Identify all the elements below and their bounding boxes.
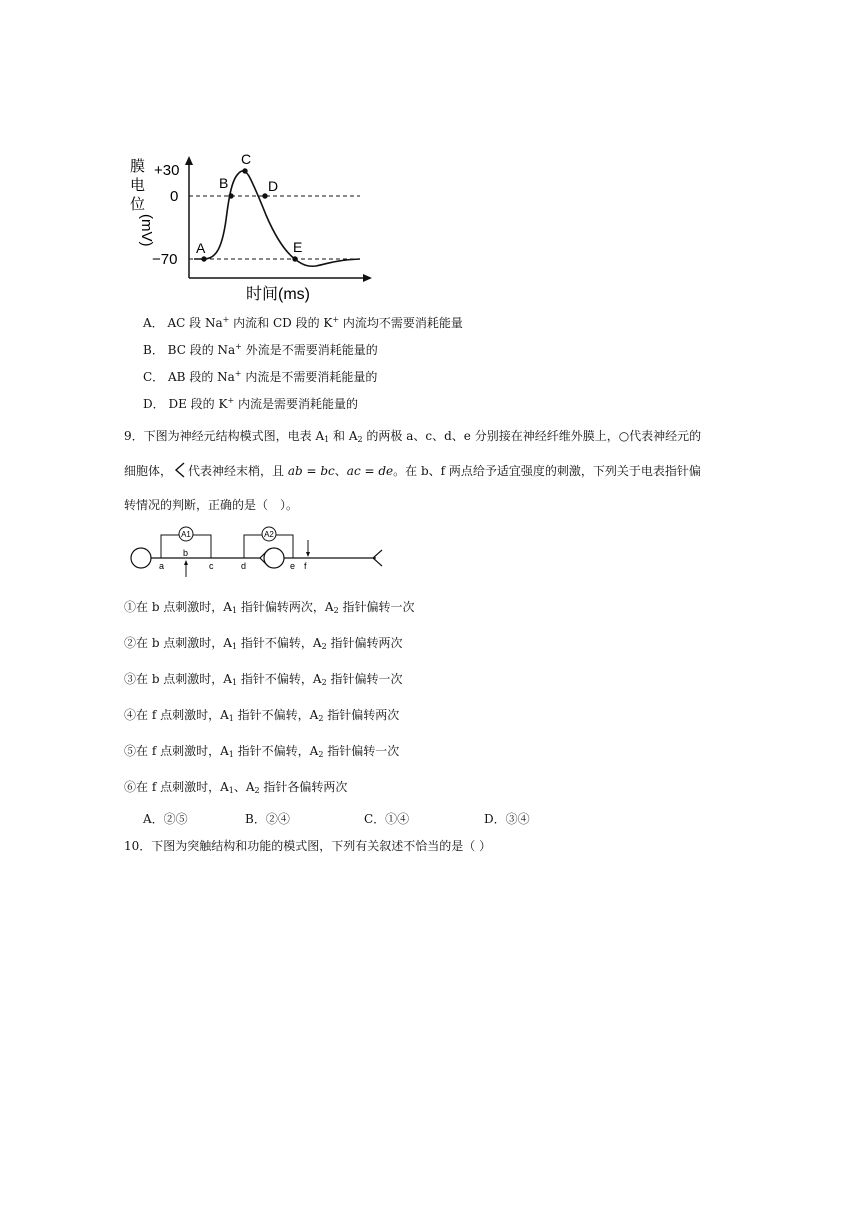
- neuron-cell-body-left: [131, 548, 151, 568]
- stimulus-f-arrow-head: [306, 552, 310, 557]
- point-d: d: [241, 561, 247, 571]
- y-axis-arrow: [185, 156, 193, 165]
- point-e: e: [290, 561, 296, 571]
- q9-choice-b: B．②④: [245, 812, 290, 826]
- point-b-label: B: [219, 175, 229, 191]
- q9-choice-d: D．③④: [484, 812, 530, 826]
- y-axis-label-1: 膜: [130, 158, 146, 175]
- q8-option-a: A． AC 段 Na+ 内流和 CD 段的 K+ 内流均不需要消耗能量: [143, 315, 463, 330]
- x-axis-arrow: [363, 274, 372, 282]
- q9-item-6: ⑥在 f 点刺激时，$A_1$、$A_2$ 指针各偏转两次: [124, 780, 348, 795]
- point-b-dot: [228, 193, 233, 198]
- q9-item-5: ⑤在 f 点刺激时，$A_1$ 指针不偏转，$A_2$ 指针偏转一次: [124, 744, 400, 759]
- y-axis-label-2: 电: [130, 177, 146, 194]
- q9-item-4: ④在 f 点刺激时，$A_1$ 指针不偏转，$A_2$ 指针偏转两次: [124, 708, 400, 723]
- meter-a2-label: A2: [264, 530, 274, 539]
- point-a-dot: [201, 256, 206, 261]
- q8-option-d: D． DE 段的 K+ 内流是需要消耗能量的: [143, 396, 358, 411]
- q9-item-3: ③在 b 点刺激时，$A_1$ 指针不偏转，$A_2$ 指针偏转一次: [124, 672, 403, 687]
- x-axis-label: 时间(ms): [246, 286, 310, 303]
- q9-stem-line-1: 9．下图为神经元结构模式图，电表 $A_1$ 和 $A_2$ 的两极 a、c、d、e 分别接在神经纤维外膜上，○代表神经元的: [124, 429, 702, 444]
- nerve-ending-icon: [174, 462, 186, 478]
- q10-stem: 10．下图为突触结构和功能的模式图，下列有关叙述不恰当的是（ ）: [124, 839, 492, 853]
- point-f: f: [304, 561, 307, 571]
- point-c: c: [209, 561, 214, 571]
- stimulus-b-arrow-head: [184, 560, 188, 565]
- point-e-dot: [292, 256, 297, 261]
- q9-choice-a: A．②⑤: [143, 812, 188, 826]
- point-c-label: C: [241, 151, 252, 167]
- neuron-diagram: [124, 520, 394, 580]
- action-potential-graph: [120, 150, 380, 310]
- point-a-label: A: [196, 240, 206, 256]
- y-tick-minus70: −70: [152, 251, 178, 268]
- point-e-label: E: [293, 239, 303, 255]
- point-d-label: D: [268, 178, 279, 194]
- q9-stem-line-3: 转情况的判断，正确的是（ ）。: [124, 498, 299, 512]
- q9-item-2: ②在 b 点刺激时，$A_1$ 指针不偏转，$A_2$ 指针偏转两次: [124, 636, 403, 651]
- q9-choice-c: C．①④: [364, 812, 410, 826]
- point-c-dot: [242, 168, 247, 173]
- q8-option-c: C． AB 段的 Na+ 内流是不需要消耗能量的: [143, 369, 378, 384]
- point-d-dot: [262, 193, 267, 198]
- q9-stem-line-2: 细胞体， 代表神经末梢，且 ab = bc、ac = de。在 b、f 两点给予适宜强度的刺激，下列关于电表指针偏: [124, 464, 701, 478]
- q8-option-b: B． BC 段的 Na+ 外流是不需要消耗能量的: [143, 342, 378, 357]
- y-tick-0: 0: [170, 188, 179, 205]
- meter-a1-label: A1: [181, 530, 191, 539]
- y-axis-label-3: 位: [130, 196, 146, 213]
- point-b: b: [183, 548, 189, 558]
- q9-item-1: ①在 b 点刺激时，$A_1$ 指针偏转两次，$A_2$ 指针偏转一次: [124, 600, 415, 615]
- y-tick-plus30: +30: [154, 162, 180, 179]
- point-a: a: [159, 561, 165, 571]
- y-axis-label-4: (mV): [138, 214, 155, 247]
